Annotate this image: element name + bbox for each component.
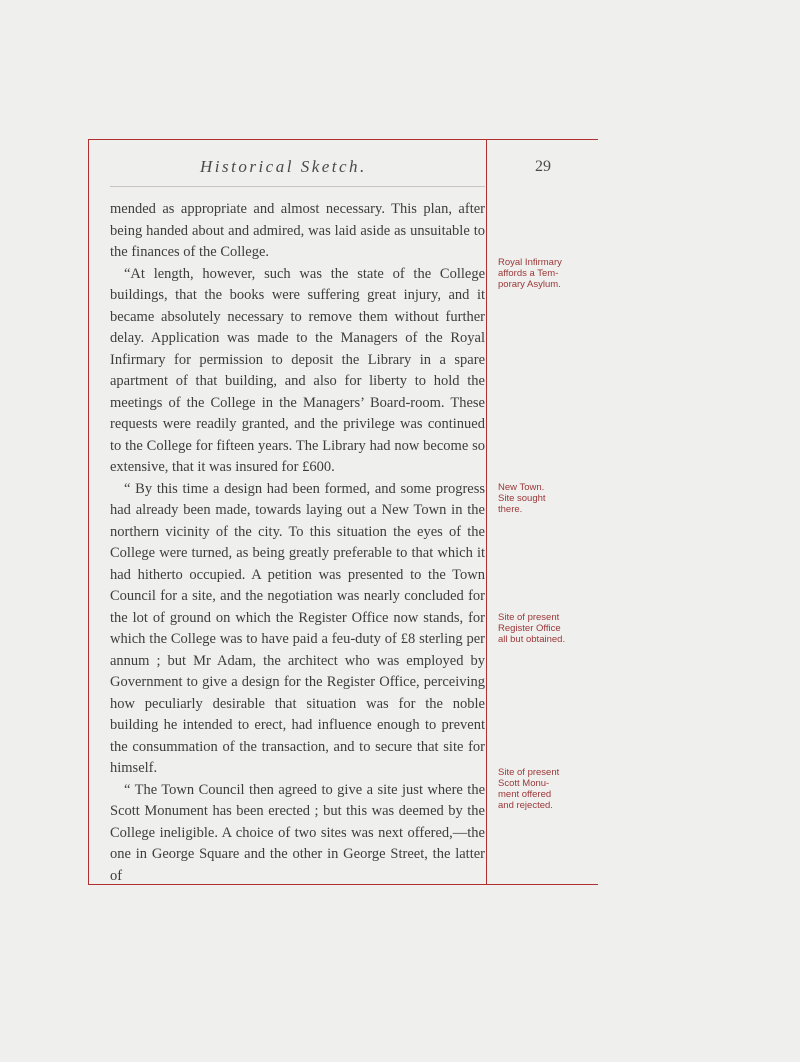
paragraph: “ The Town Council then agreed to give a site just where the Scott Monument has been erected ; but this was deemed by the College ineligible. A choice of two sites was next offered,—the one in George Square and the other in George Street, the latter of [110,781,485,884]
running-head: Historical Sketch. [200,157,367,176]
paragraph: “At length, however, such was the state of the College buildings, that the books were suffering great injury, and it became absolutely necessary to remove them without further delay. Application was made to the Managers of the Royal Infirmary for permission to deposit the Library in a spare apartment of that building, and also for liberty to hold the meetings of the College in the Managers’ Board-room. These requests were readily granted, and the privilege was continued to the College for fifteen years. The Library had now become so extensive, that it was insured for £600. [110,265,485,475]
paragraph: mended as appropriate and almost necessary. This plan, after being handed about and admired, was laid aside as unsuitable to the finances of the College. [110,201,485,260]
page-number: 29 [535,158,551,175]
paragraph: “ By this time a design had been formed, and some progress had already been made, towards laying out a New Town in the northern vicinity of the city. To this situation the eyes of the College were turned, as being greatly preferable to that which it had hitherto occupied. A petition was presented to the Town Council for a site, and the negotiation was nearly concluded for the lot of ground on which the Register Office now stands, for which the College was to have paid a feu-duty of £8 sterling per annum ; but Mr Adam, the architect who was employed by Government to give a design for the Register Office, perceiving how peculiarly desirable that situation was for the noble building he intended to erect, had influence enough to prevent the consummation of the transaction, and to secure that site for himself. [110,480,485,776]
margin-note-register-office: Site of present Register Office all but obtained. [498,612,566,645]
margin-note-royal-infirmary: Royal Infirmary affords a Tem- porary Asylum. [498,257,562,290]
frame-top-rule [88,139,598,140]
margin-column-rule [486,139,487,885]
body-text [110,199,485,887]
margin-note-scott-monument: Site of present Scott Monu- ment offered and rejected. [498,767,560,811]
header-rule [110,186,485,187]
margin-note-new-town: New Town. Site sought there. [498,482,546,515]
frame-left-rule [88,139,89,885]
